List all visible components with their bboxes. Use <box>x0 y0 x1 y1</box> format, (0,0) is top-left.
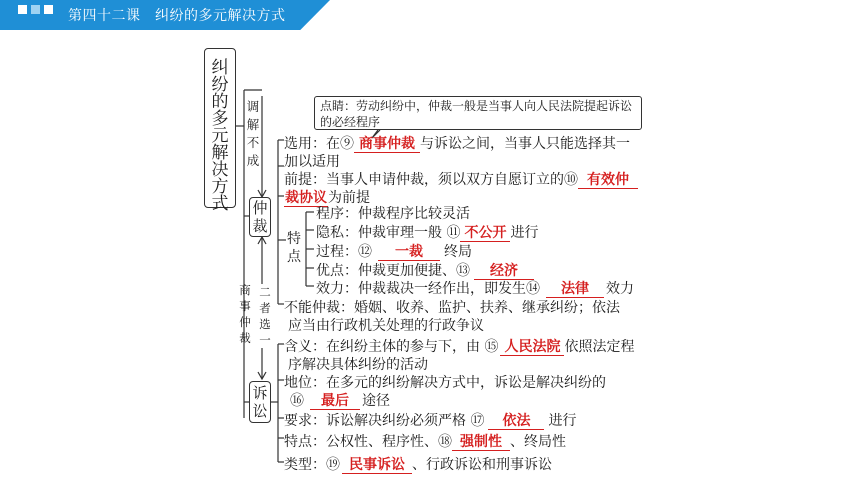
premise-line: 前提：当事人申请仲裁，须以双方自愿订立的⑩ 有效仲 <box>284 169 638 189</box>
answer-13: 经济 <box>474 263 534 280</box>
answer-19: 民事诉讼 <box>342 457 412 474</box>
answer-12: 一裁 <box>378 244 440 261</box>
cannot-arbitrate-line-2: 应当由行政机关处理的行政争议 <box>288 318 484 334</box>
select-line: 选用：在⑨ 商事仲裁 与诉讼之间，当事人只能选择其一 <box>284 136 630 152</box>
types-line: 类型：⑲ 民事诉讼 、行政诉讼和刑事诉讼 <box>284 457 552 473</box>
traits-line: 特点：公权性、程序性、⑱ 强制性 、终局性 <box>284 434 566 450</box>
root-char: 纠 <box>211 58 229 78</box>
require-line: 要求：诉讼解决纠纷必须严格 ⑰ 依法 进行 <box>284 413 577 429</box>
features-label: 特 点 <box>287 231 301 265</box>
arbitration-box: 仲 裁 <box>249 197 271 237</box>
feature-effect: 效力：仲裁裁决一经作出，即发生⑭ 法律 效力 <box>316 281 634 297</box>
key-point-callout: 点睛：劳动纠纷中，仲裁一般是当事人向人民法院提起诉讼的必经程序 <box>314 96 642 130</box>
answer-18: 强制性 <box>452 434 510 451</box>
root-char: 元 <box>211 126 229 146</box>
answer-10b: 裁协议 <box>285 190 327 206</box>
feature-advantage: 优点：仲裁更加便捷、⑬ 经济 <box>316 260 534 280</box>
meaning-line: 含义：在纠纷主体的参与下，由 ⑮ 人民法院 依照法定程 <box>284 339 635 355</box>
answer-15: 人民法院 <box>500 339 564 356</box>
select-line-2: 加以适用 <box>284 154 340 170</box>
root-char: 决 <box>211 160 229 180</box>
answer-10a: 有效仲 <box>578 172 638 189</box>
mediation-fail-label: 调 解 不 成 <box>246 99 260 168</box>
page-title: 第四十二课 纠纷的多元解决方式 <box>68 8 286 24</box>
root-char: 多 <box>211 109 229 129</box>
answer-9: 商事仲裁 <box>354 136 420 153</box>
commercial-arbitration-label: 商 事 仲 裁 <box>239 283 251 345</box>
meaning-line-2: 序解决具体纠纷的活动 <box>288 357 428 373</box>
root-topic-box <box>204 48 236 214</box>
root-char: 的 <box>211 92 229 112</box>
status-line: 地位：在多元的纠纷解决方式中，诉讼是解决纠纷的 <box>284 375 606 391</box>
feature-privacy: 隐私：仲裁审理一般 ⑪ 不公开 进行 <box>316 225 539 241</box>
answer-16: 最后 <box>310 393 360 410</box>
premise-line-2: 裁协议为前提 <box>285 190 370 206</box>
feature-procedure: 程序：仲裁程序比较灵活 <box>316 206 470 222</box>
root-char: 方 <box>211 177 229 197</box>
status-line-2: ⑯ 最后 途径 <box>290 393 390 409</box>
root-char: 纷 <box>211 75 229 95</box>
root-char: 解 <box>211 143 229 163</box>
feature-process: 过程：⑫ 一裁 终局 <box>316 244 472 260</box>
answer-17: 依法 <box>488 413 544 430</box>
answer-14: 法律 <box>546 281 604 298</box>
root-char: 式 <box>211 194 229 214</box>
answer-11: 不公开 <box>460 225 510 242</box>
choose-one-label: 二 者 选 一 <box>259 285 271 347</box>
cannot-arbitrate-line: 不能仲裁：婚姻、收养、监护、扶养、继承纠纷；依法 <box>284 300 620 316</box>
litigation-box: 诉 讼 <box>249 381 271 423</box>
